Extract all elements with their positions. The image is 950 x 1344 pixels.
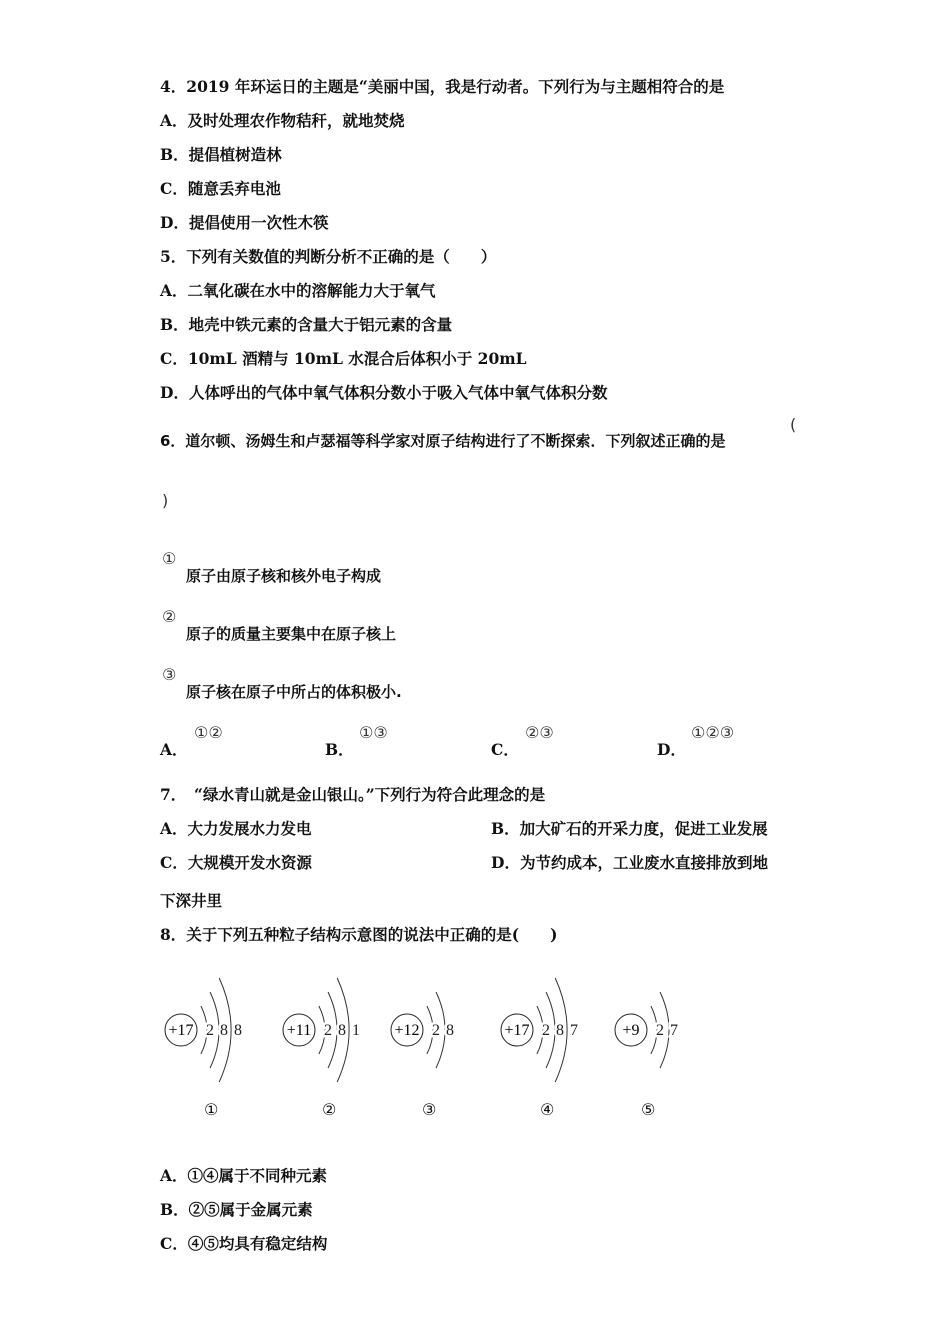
particle-label: ⑤ [641, 1100, 656, 1119]
q7-option-c: C．大规模开发水资源 [160, 853, 312, 872]
electron-count: 8 [446, 1022, 454, 1039]
q8-option-c: C．④⑤均具有稳定结构 [160, 1234, 328, 1253]
q6-option-b-letter: B． [325, 740, 354, 759]
nucleus-charge: +17 [168, 1022, 194, 1039]
q6-option-d-value: ①②③ [691, 723, 735, 742]
q4-stem: 4．2019 年环运日的主题是“美丽中国，我是行动者。下列行为与主题相符合的是 [160, 77, 725, 96]
q6-statement-mark: ③ [162, 665, 177, 684]
electron-count: 7 [570, 1022, 578, 1039]
q6-open-paren: ( [790, 415, 797, 434]
particle-diagram [388, 970, 498, 1090]
electron-count: 8 [234, 1022, 242, 1039]
nucleus-charge: +11 [286, 1022, 312, 1039]
electron-count: 8 [338, 1022, 346, 1039]
nucleus-charge: +17 [504, 1022, 530, 1039]
q4-option-c: C．随意丢弃电池 [160, 179, 281, 198]
electron-count: 1 [352, 1022, 360, 1039]
q6-statement-mark: ① [162, 549, 177, 568]
electron-count: 8 [556, 1022, 564, 1039]
q6-close-paren: ) [162, 491, 169, 510]
electron-count: 7 [670, 1022, 678, 1039]
particle-diagram [162, 970, 272, 1090]
electron-count: 2 [656, 1022, 664, 1039]
particle-diagram [280, 970, 390, 1090]
q5-option-d: D．人体呼出的气体中氧气体积分数小于吸入气体中氧气体积分数 [160, 383, 608, 402]
q4-option-a: A．及时处理农作物秸秆，就地焚烧 [160, 111, 405, 130]
q7-stem: 7． “绿水青山就是金山银山。”下列行为符合此理念的是 [160, 785, 546, 804]
q6-option-a-letter: A． [160, 740, 188, 759]
q6-option-b-value: ①③ [359, 723, 388, 742]
electron-count: 2 [542, 1022, 550, 1039]
electron-count: 2 [324, 1022, 332, 1039]
particle-diagram [612, 970, 722, 1090]
q4-option-b: B．提倡植树造林 [160, 145, 282, 164]
q6-statement: 原子由原子核和核外电子构成 [186, 567, 382, 585]
particle-label: ④ [540, 1100, 555, 1119]
q4-option-d: D．提倡使用一次性木筷 [160, 213, 329, 232]
q6-stem: 6．道尔顿、汤姆生和卢瑟福等科学家对原子结构进行了不断探索．下列叙述正确的是 [160, 432, 726, 450]
q8-option-a: A．①④属于不同种元素 [160, 1166, 328, 1185]
q6-option-d-letter: D． [657, 740, 686, 759]
particle-label: ① [204, 1100, 219, 1119]
q5-option-a: A．二氧化碳在水中的溶解能力大于氧气 [160, 281, 436, 300]
nucleus-charge: +12 [394, 1022, 420, 1039]
q5-option-b: B．地壳中铁元素的含量大于铝元素的含量 [160, 315, 453, 334]
q7-option-a: A．大力发展水力发电 [160, 819, 312, 838]
q6-statement: 原子核在原子中所占的体积极小. [186, 683, 402, 701]
electron-count: 8 [220, 1022, 228, 1039]
q6-option-c-value: ②③ [525, 723, 554, 742]
particle-diagram [498, 970, 608, 1090]
q6-statement: 原子的质量主要集中在原子核上 [186, 625, 397, 643]
q8-option-b: B．②⑤属于金属元素 [160, 1200, 313, 1219]
particle-label: ③ [422, 1100, 437, 1119]
q5-option-c: C．10mL 酒精与 10mL 水混合后体积小于 20mL [160, 349, 527, 368]
q6-statement-mark: ② [162, 607, 177, 626]
q5-stem: 5．下列有关数值的判断分析不正确的是（ ） [160, 247, 497, 266]
electron-count: 2 [432, 1022, 440, 1039]
q6-option-c-letter: C． [491, 740, 519, 759]
q8-stem: 8．关于下列五种粒子结构示意图的说法中正确的是( ) [160, 925, 558, 944]
particle-label: ② [322, 1100, 337, 1119]
q7-option-d: D．为节约成本，工业废水直接排放到地 [491, 853, 768, 872]
q7-option-b: B．加大矿石的开采力度，促进工业发展 [491, 819, 768, 838]
q7-option-d-continuation: 下深井里 [160, 891, 223, 910]
nucleus-charge: +9 [622, 1022, 640, 1039]
q6-option-a-value: ①② [194, 723, 223, 742]
electron-count: 2 [206, 1022, 214, 1039]
